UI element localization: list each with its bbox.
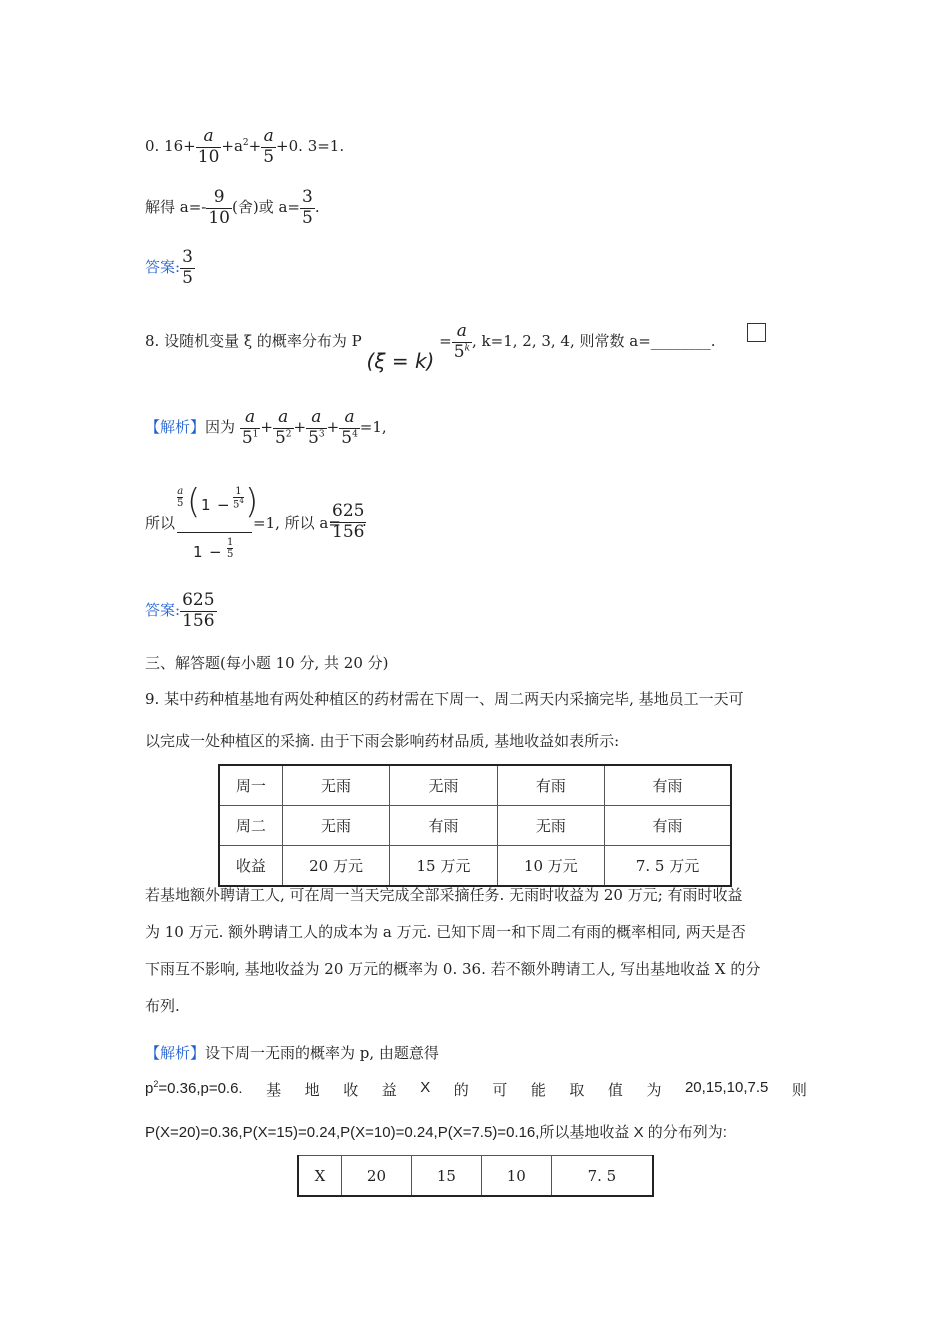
- compound-numerator: [177, 482, 259, 533]
- fraction-term-2: [273, 408, 294, 448]
- table-cell: 15 万元: [390, 846, 497, 887]
- fraction-3-5: [300, 188, 315, 228]
- question-8: [145, 321, 716, 374]
- table-cell: 7. 5: [551, 1156, 653, 1197]
- denominator: 5: [233, 499, 240, 511]
- exponent: 1: [252, 428, 259, 439]
- table-cell: 10: [481, 1156, 551, 1197]
- income-table: [218, 764, 732, 887]
- equation-line-2: [145, 188, 320, 228]
- numerator: 1: [227, 537, 234, 548]
- distribution-table: [297, 1155, 654, 1197]
- text: +a: [221, 137, 243, 156]
- table-cell: 无雨: [497, 806, 604, 846]
- text: 0. 16+: [145, 137, 196, 156]
- text: =1,: [359, 418, 387, 437]
- section-heading: 三、解答题(每小题 10 分, 共 20 分): [145, 654, 389, 672]
- fraction-a-5k: [452, 322, 472, 362]
- table-cell: 无雨: [282, 806, 389, 846]
- table-cell: 有雨: [605, 806, 731, 846]
- table-cell: 收益: [219, 846, 282, 887]
- text: .: [314, 198, 320, 217]
- exponent: 2: [242, 138, 249, 149]
- exponent: 2: [153, 1079, 159, 1089]
- denominator: 5: [308, 427, 319, 448]
- paragraph-line: 布列.: [145, 997, 180, 1015]
- fraction-term-1: [240, 408, 261, 448]
- fraction-term-3: [306, 408, 327, 448]
- fraction-9-10: [206, 188, 232, 228]
- denominator: 10: [208, 207, 230, 228]
- small-fraction: [227, 537, 233, 560]
- table-cell: 10 万元: [497, 846, 604, 887]
- solution-tag: 【解析】: [145, 1044, 206, 1062]
- paragraph-line: 若基地额外聘请工人, 可在周一当天完成全部采摘任务. 无雨时收益为 20 万元; 有雨时收益: [145, 886, 743, 904]
- text: +: [293, 418, 307, 437]
- answer-2: [145, 591, 217, 631]
- fraction-a-5: [261, 127, 276, 167]
- text: 所以: [145, 514, 176, 532]
- compound-denominator: [177, 533, 252, 569]
- text: 1: [201, 496, 211, 514]
- text: =: [439, 332, 452, 351]
- math-expression: (ξ = k): [366, 349, 435, 374]
- denominator: 5: [182, 267, 193, 288]
- text: 设下周一无雨的概率为 p, 由题意得: [205, 1044, 439, 1062]
- answer-label: 答案:: [145, 601, 181, 620]
- paren: (: [187, 482, 201, 522]
- spaced-word: 益: [381, 1082, 397, 1099]
- paren: ): [245, 482, 259, 522]
- text: .: [362, 512, 367, 530]
- denominator: 5: [453, 341, 465, 362]
- text: , k=1, 2, 3, 4, 则常数 a=________.: [472, 332, 716, 351]
- compound-fraction: [177, 482, 259, 569]
- numerator: a: [261, 127, 276, 148]
- solution-8-line-1: [145, 408, 387, 448]
- spaced-word: 基: [266, 1082, 282, 1099]
- solution-tag: 【解析】: [145, 418, 206, 437]
- denominator: 5: [241, 427, 253, 448]
- table-cell: 有雨: [605, 765, 731, 806]
- table-cell: 有雨: [390, 806, 497, 846]
- numerator: 1: [233, 486, 244, 498]
- answer-label: 答案:: [145, 258, 181, 277]
- table-cell: 有雨: [497, 765, 604, 806]
- numerator: 3: [182, 247, 193, 267]
- numerator: a: [339, 408, 360, 429]
- denominator: 156: [182, 610, 215, 631]
- text: +0. 3=1.: [276, 137, 345, 156]
- table-cell: 7. 5 万元: [605, 846, 731, 887]
- table-cell: 周一: [219, 765, 282, 806]
- question-9-line-2: 以完成一处种植区的采摘. 由于下雨会影响药材品质, 基地收益如表所示:: [145, 732, 620, 750]
- small-fraction: [177, 486, 183, 509]
- paragraph-line: 为 10 万元. 额外聘请工人的成本为 a 万元. 已知下周一和下周二有雨的概率相同, 两天是否: [145, 923, 746, 941]
- text: =0.36,p=0.6.: [158, 1080, 243, 1097]
- numerator: a: [452, 322, 472, 343]
- spaced-word: 可: [492, 1082, 508, 1099]
- text: +: [248, 137, 262, 156]
- equation-line-1: [145, 127, 344, 167]
- text: −: [209, 543, 222, 561]
- numerator: 625: [182, 590, 215, 610]
- numerator: a: [196, 127, 222, 148]
- denominator: 10: [197, 146, 220, 167]
- text: (舍)或 a=: [232, 198, 300, 217]
- numerator: a: [240, 408, 261, 429]
- spaced-word: 取: [569, 1082, 585, 1099]
- text: +: [326, 418, 340, 437]
- text: [145, 1079, 243, 1100]
- question-9-line-1: 9. 某中药种植基地有两处种植区的药材需在下周一、周二两天内采摘完毕, 基地员工一天可: [145, 690, 744, 708]
- text: −: [217, 496, 230, 514]
- text: 因为: [205, 418, 236, 437]
- solution-9-line-1: [145, 1042, 439, 1063]
- table-cell: 20: [342, 1156, 412, 1197]
- spaced-word: X: [420, 1079, 431, 1096]
- spaced-word: 为: [646, 1082, 662, 1099]
- fraction-625-156: [330, 502, 366, 542]
- spaced-word: 值: [607, 1082, 623, 1099]
- text: 1: [193, 543, 203, 561]
- spaced-word: 收: [343, 1082, 359, 1099]
- table-cell: 15: [411, 1156, 481, 1197]
- checkbox-icon[interactable]: [747, 323, 766, 342]
- numerator: a: [177, 486, 184, 497]
- denominator: 5: [341, 427, 353, 448]
- question-text: 8. 设随机变量 ξ 的概率分布为 P: [145, 332, 362, 351]
- denominator: 156: [332, 521, 365, 542]
- numerator: 3: [301, 187, 313, 207]
- table-row: [219, 806, 731, 846]
- table-row: [219, 765, 731, 806]
- table-cell: X: [298, 1156, 342, 1197]
- text: +: [260, 418, 273, 437]
- solution-9-line-2: [145, 1079, 807, 1100]
- table-cell: 周二: [219, 806, 282, 846]
- numerator: a: [306, 408, 327, 429]
- answer-fraction: [180, 591, 216, 631]
- spaced-word: 的: [453, 1082, 469, 1099]
- exponent: 3: [318, 428, 325, 439]
- spaced-word: 能: [530, 1082, 546, 1099]
- exponent: 2: [285, 428, 292, 439]
- table-cell: 20 万元: [282, 846, 389, 887]
- table-cell: 无雨: [282, 765, 389, 806]
- spaced-word: 则: [791, 1082, 807, 1099]
- denominator: 5: [274, 427, 286, 448]
- exponent: 4: [239, 497, 244, 505]
- table-cell: 无雨: [390, 765, 497, 806]
- denominator: 5: [227, 549, 234, 560]
- exponent: 4: [352, 428, 358, 439]
- text: 解得 a=-: [145, 198, 207, 217]
- numerator: a: [273, 408, 294, 429]
- text: p: [145, 1080, 154, 1097]
- numerator: 9: [206, 188, 232, 209]
- small-fraction: [233, 486, 244, 510]
- fraction-term-4: [339, 408, 360, 448]
- values-text: 20,15,10,7.5: [684, 1079, 769, 1096]
- numerator: 625: [332, 501, 365, 521]
- table-row: [298, 1156, 653, 1197]
- exponent: k: [464, 342, 470, 353]
- denominator: 5: [263, 146, 275, 167]
- fraction-a-10: [196, 127, 222, 167]
- paragraph-line: 下雨互不影响, 基地收益为 20 万元的概率为 0. 36. 若不额外聘请工人, 写出基地收益 X 的分: [145, 960, 761, 978]
- question-9-continued: [145, 877, 807, 1025]
- answer-fraction: [180, 248, 195, 288]
- denominator: 5: [177, 498, 184, 509]
- solution-9-line-3: P(X=20)=0.36,P(X=15)=0.24,P(X=10)=0.24,P(X=7.5)=0.16,所以基地收益 X 的分布列为:: [145, 1124, 727, 1141]
- spaced-word: 地: [304, 1082, 320, 1099]
- text: =1, 所以 a=: [253, 514, 341, 532]
- answer-1: [145, 248, 195, 288]
- denominator: 5: [301, 207, 313, 228]
